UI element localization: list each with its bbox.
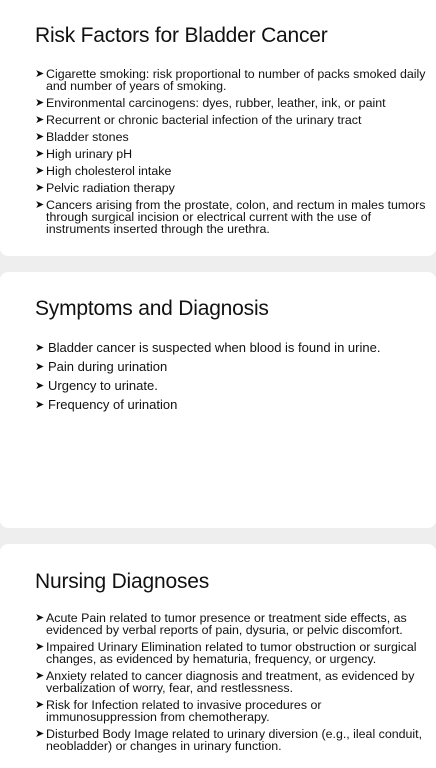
list-item: ➤ Impaired Urinary Elimination related to tumor obstruction or surgical changes, as evidenced by hematuria, frequency, or urgency. bbox=[35, 640, 417, 666]
list-item: ➤ Environmental carcinogens: dyes, rubber, leather, ink, or paint bbox=[35, 96, 386, 110]
risk-factors-list bbox=[35, 68, 426, 240]
symptoms-diagnosis-card bbox=[0, 272, 436, 528]
arrowhead-bullet-icon: ➤ bbox=[35, 131, 45, 143]
list-item: ➤ Anxiety related to cancer diagnosis and treatment, as evidenced by verbalization of worry, fear, and restlessness. bbox=[35, 669, 415, 695]
risk-factors-card bbox=[0, 0, 436, 256]
list-item: ➤ Acute Pain related to tumor presence or treatment side effects, as evidenced by verbal reports of pain, dysuria, or pelvic discomfort. bbox=[35, 611, 407, 637]
arrowhead-bullet-icon: ➤ bbox=[35, 361, 45, 373]
symptoms-list bbox=[35, 341, 426, 417]
arrowhead-bullet-icon: ➤ bbox=[35, 399, 45, 411]
list-item: ➤ Urgency to urinate. bbox=[35, 378, 158, 393]
arrowhead-bullet-icon: ➤ bbox=[35, 199, 45, 211]
list-item: ➤ Bladder stones bbox=[35, 130, 129, 144]
arrowhead-bullet-icon: ➤ bbox=[35, 641, 45, 653]
section-title: Nursing Diagnoses bbox=[35, 570, 210, 593]
arrowhead-bullet-icon: ➤ bbox=[35, 97, 45, 109]
list-item: ➤ High cholesterol intake bbox=[35, 164, 172, 178]
arrowhead-bullet-icon: ➤ bbox=[35, 670, 45, 682]
section-title: Symptoms and Diagnosis bbox=[35, 297, 269, 320]
arrowhead-bullet-icon: ➤ bbox=[35, 148, 45, 160]
list-item: ➤ Disturbed Body Image related to urinary diversion (e.g., ileal conduit, neobladder) or changes in urinary function. bbox=[35, 727, 423, 753]
arrowhead-bullet-icon: ➤ bbox=[35, 699, 45, 711]
arrowhead-bullet-icon: ➤ bbox=[35, 182, 45, 194]
list-item: ➤ High urinary pH bbox=[35, 147, 133, 161]
list-item: ➤ Cancers arising from the prostate, colon, and rectum in males tumors through surgical incision or electrical current with the use of instruments inserted through the urethra. bbox=[35, 198, 426, 236]
section-title: Risk Factors for Bladder Cancer bbox=[35, 24, 328, 47]
arrowhead-bullet-icon: ➤ bbox=[35, 380, 45, 392]
list-item: ➤ Pain during urination bbox=[35, 359, 168, 374]
list-item: ➤ Pelvic radiation therapy bbox=[35, 181, 175, 195]
arrowhead-bullet-icon: ➤ bbox=[35, 612, 45, 624]
arrowhead-bullet-icon: ➤ bbox=[35, 114, 45, 126]
list-item: ➤ Recurrent or chronic bacterial infection of the urinary tract bbox=[35, 113, 362, 127]
list-item: ➤ Bladder cancer is suspected when blood is found in urine. bbox=[35, 340, 381, 355]
arrowhead-bullet-icon: ➤ bbox=[35, 728, 45, 740]
arrowhead-bullet-icon: ➤ bbox=[35, 165, 45, 177]
arrowhead-bullet-icon: ➤ bbox=[35, 342, 45, 354]
nursing-diagnoses-card bbox=[0, 544, 436, 768]
list-item: ➤ Risk for Infection related to invasive procedures or immunosuppression from chemotherapy. bbox=[35, 698, 322, 724]
arrowhead-bullet-icon: ➤ bbox=[35, 68, 45, 80]
list-item: ➤ Cigarette smoking: risk proportional to number of packs smoked daily and number of years of smoking. bbox=[35, 67, 426, 93]
nursing-diagnoses-list bbox=[35, 612, 426, 757]
list-item: ➤ Frequency of urination bbox=[35, 397, 178, 412]
